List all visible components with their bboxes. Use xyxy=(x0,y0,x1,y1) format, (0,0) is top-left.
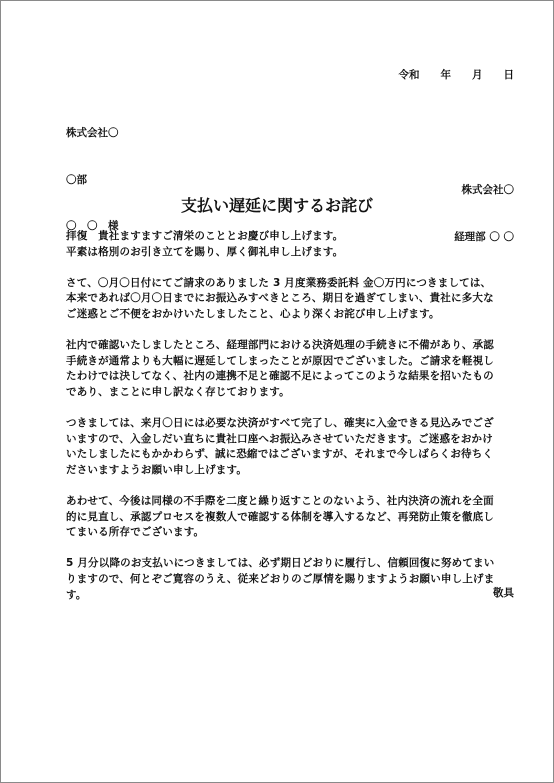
body-line: あわせて、今後は同様の不手際を二度と繰り返すことのないよう、社内決済の流れを全面 xyxy=(66,495,494,508)
body-line: であり、まことに申し訳なく存じております。 xyxy=(66,385,290,398)
body-paragraph xyxy=(66,556,516,603)
body-line: 手続きが通常よりも大幅に遅延してしまったことが原因でございました。ご請求を軽視し xyxy=(66,354,494,367)
closing-word: 敬具 xyxy=(493,587,514,599)
letter-body xyxy=(66,229,516,619)
body-line: ださいますようお願い申し上げます。 xyxy=(66,463,248,476)
body-line: 本来であれば〇月〇日までにお振込みすべきところ、期日を過ぎてしまい、貴社に多大な xyxy=(66,292,494,305)
body-paragraph xyxy=(66,494,516,541)
body-line: たわけでは決してなく、社内の連携不足と確認不足によってこのような結果を招いたもの xyxy=(66,370,494,383)
recipient-person: 〇 〇 様 xyxy=(66,220,119,232)
body-paragraph xyxy=(66,338,516,400)
body-paragraph xyxy=(66,229,516,260)
body-paragraph xyxy=(66,276,516,323)
recipient-department: 〇部 xyxy=(66,173,87,186)
body-line: ご迷惑とご不便をおかけいたしましたこと、心より深くお詫び申し上げます。 xyxy=(66,307,440,320)
letter-date: 令和 年 月 日 xyxy=(398,69,514,81)
sender-person: 経理部 〇 〇 xyxy=(454,230,514,243)
body-line: す。 xyxy=(66,588,87,601)
body-line: てまいる所存でございます。 xyxy=(66,526,205,539)
body-line: 平素は格別のお引き立てを賜り、厚く御礼申し上げます。 xyxy=(66,245,344,258)
body-line: 社内で確認いたしましたところ、経理部門における決済処理の手続きに不備があり、承認 xyxy=(66,339,494,352)
body-line: 拝復 貴社ますますご清栄のこととお慶び申し上げます。 xyxy=(66,230,344,242)
recipient-company: 株式会社〇 xyxy=(66,127,119,139)
recipient-block xyxy=(66,95,119,250)
body-paragraph xyxy=(66,416,516,478)
letter-title: 支払い遅延に関するお詫び xyxy=(180,196,373,215)
body-line: 5 月分以降のお支払いにつきましては、必ず期日どおりに履行し、信頼回復に努めてまい xyxy=(66,557,495,570)
body-line: 的に見直し、承認プロセスを複数人で確認する体制を導入するなど、再発防止策を徹底し xyxy=(66,510,494,523)
sender-company: 株式会社〇 xyxy=(461,184,514,196)
body-line: つきましては、来月〇日には必要な決済がすべて完了し、確実に入金できる見込みでござ xyxy=(66,417,494,430)
body-line: さて、〇月〇日付にてご請求のありました 3 月度業務委託料 金〇万円につきましては、 xyxy=(66,276,492,289)
body-line: いたしましたにもかかわらず、誠に恐縮ではございますが、それまで今しばらくお待ちく xyxy=(66,448,494,461)
body-line: いますので、入金しだい直ちに貴社口座へお振込みさせていただきます。ご迷惑をおかけ xyxy=(66,432,493,445)
body-line: りますので、何とぞご寛容のうえ、従来どおりのご厚情を賜りますようお願い申し上げま xyxy=(66,573,495,586)
